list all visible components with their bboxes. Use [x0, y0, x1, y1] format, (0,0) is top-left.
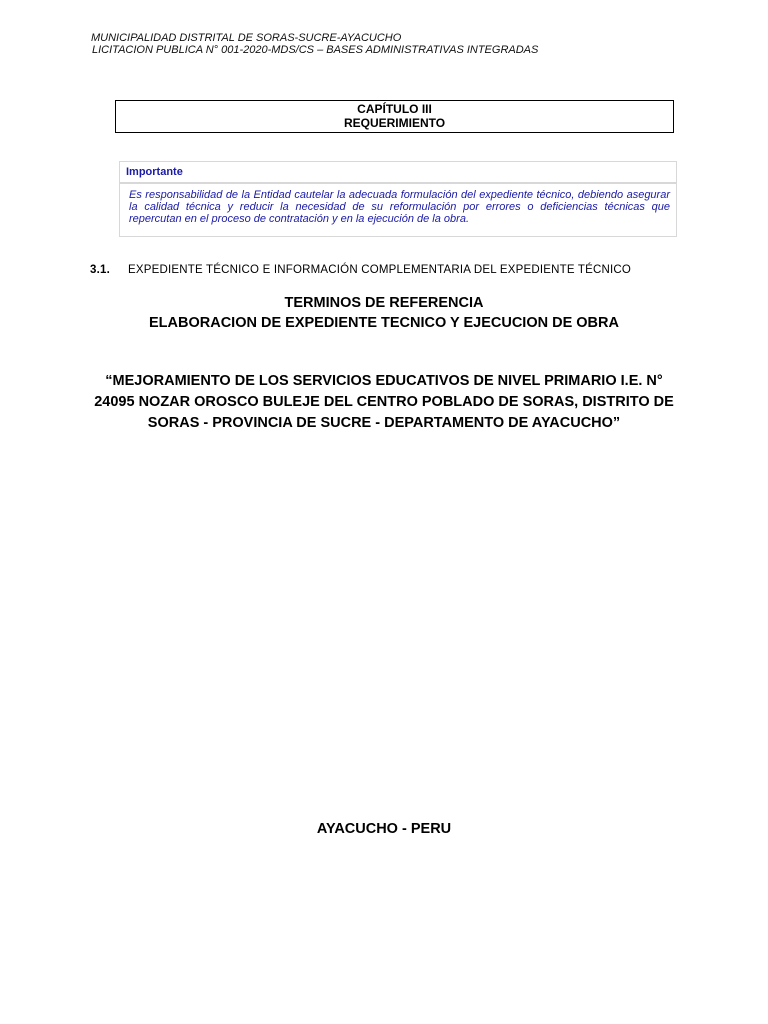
- section-heading: [90, 264, 671, 276]
- terms-subtitle: ELABORACION DE EXPEDIENTE TECNICO Y EJECUCION DE OBRA: [149, 315, 619, 331]
- page-header: [91, 32, 538, 56]
- chapter-title: REQUERIMIENTO: [343, 116, 446, 130]
- header-tender-reference: LICITACION PUBLICA N° 001-2020-MDS/CS – BASES ADMINISTRATIVAS INTEGRADAS: [92, 44, 539, 56]
- important-note-text: Es responsabilidad de la Entidad cautelar la adecuada formulación del expediente técnico, debiendo asegurar la calidad técnica y reducir la necesidad de su reformulación por errores o deficiencias técnicas que repercutan en el proceso de contratación y en la ejecución de la obra.: [129, 189, 670, 225]
- chapter-number: CAPÍTULO III: [357, 102, 432, 116]
- important-note-title: Importante: [120, 162, 676, 184]
- chapter-box: [115, 100, 674, 133]
- section-title: EXPEDIENTE TÉCNICO E INFORMACIÓN COMPLEMENTARIA DEL EXPEDIENTE TÉCNICO: [128, 264, 632, 276]
- terms-of-reference-block: [0, 293, 768, 333]
- project-title: “MEJORAMIENTO DE LOS SERVICIOS EDUCATIVOS DE NIVEL PRIMARIO I.E. N° 24095 NOZAR OROSCO BULEJE DEL CENTRO POBLADO DE SORAS, DISTRITO DE SORAS - PROVINCIA DE SUCRE - DEPARTAMENTO DE AYACUCHO”: [94, 373, 674, 431]
- header-municipality: MUNICIPALIDAD DISTRITAL DE SORAS-SUCRE-AYACUCHO: [91, 32, 402, 44]
- important-note-box: [119, 161, 677, 237]
- section-number: 3.1.: [90, 264, 110, 276]
- terms-title: TERMINOS DE REFERENCIA: [284, 295, 484, 311]
- location-label: AYACUCHO - PERU: [316, 821, 452, 837]
